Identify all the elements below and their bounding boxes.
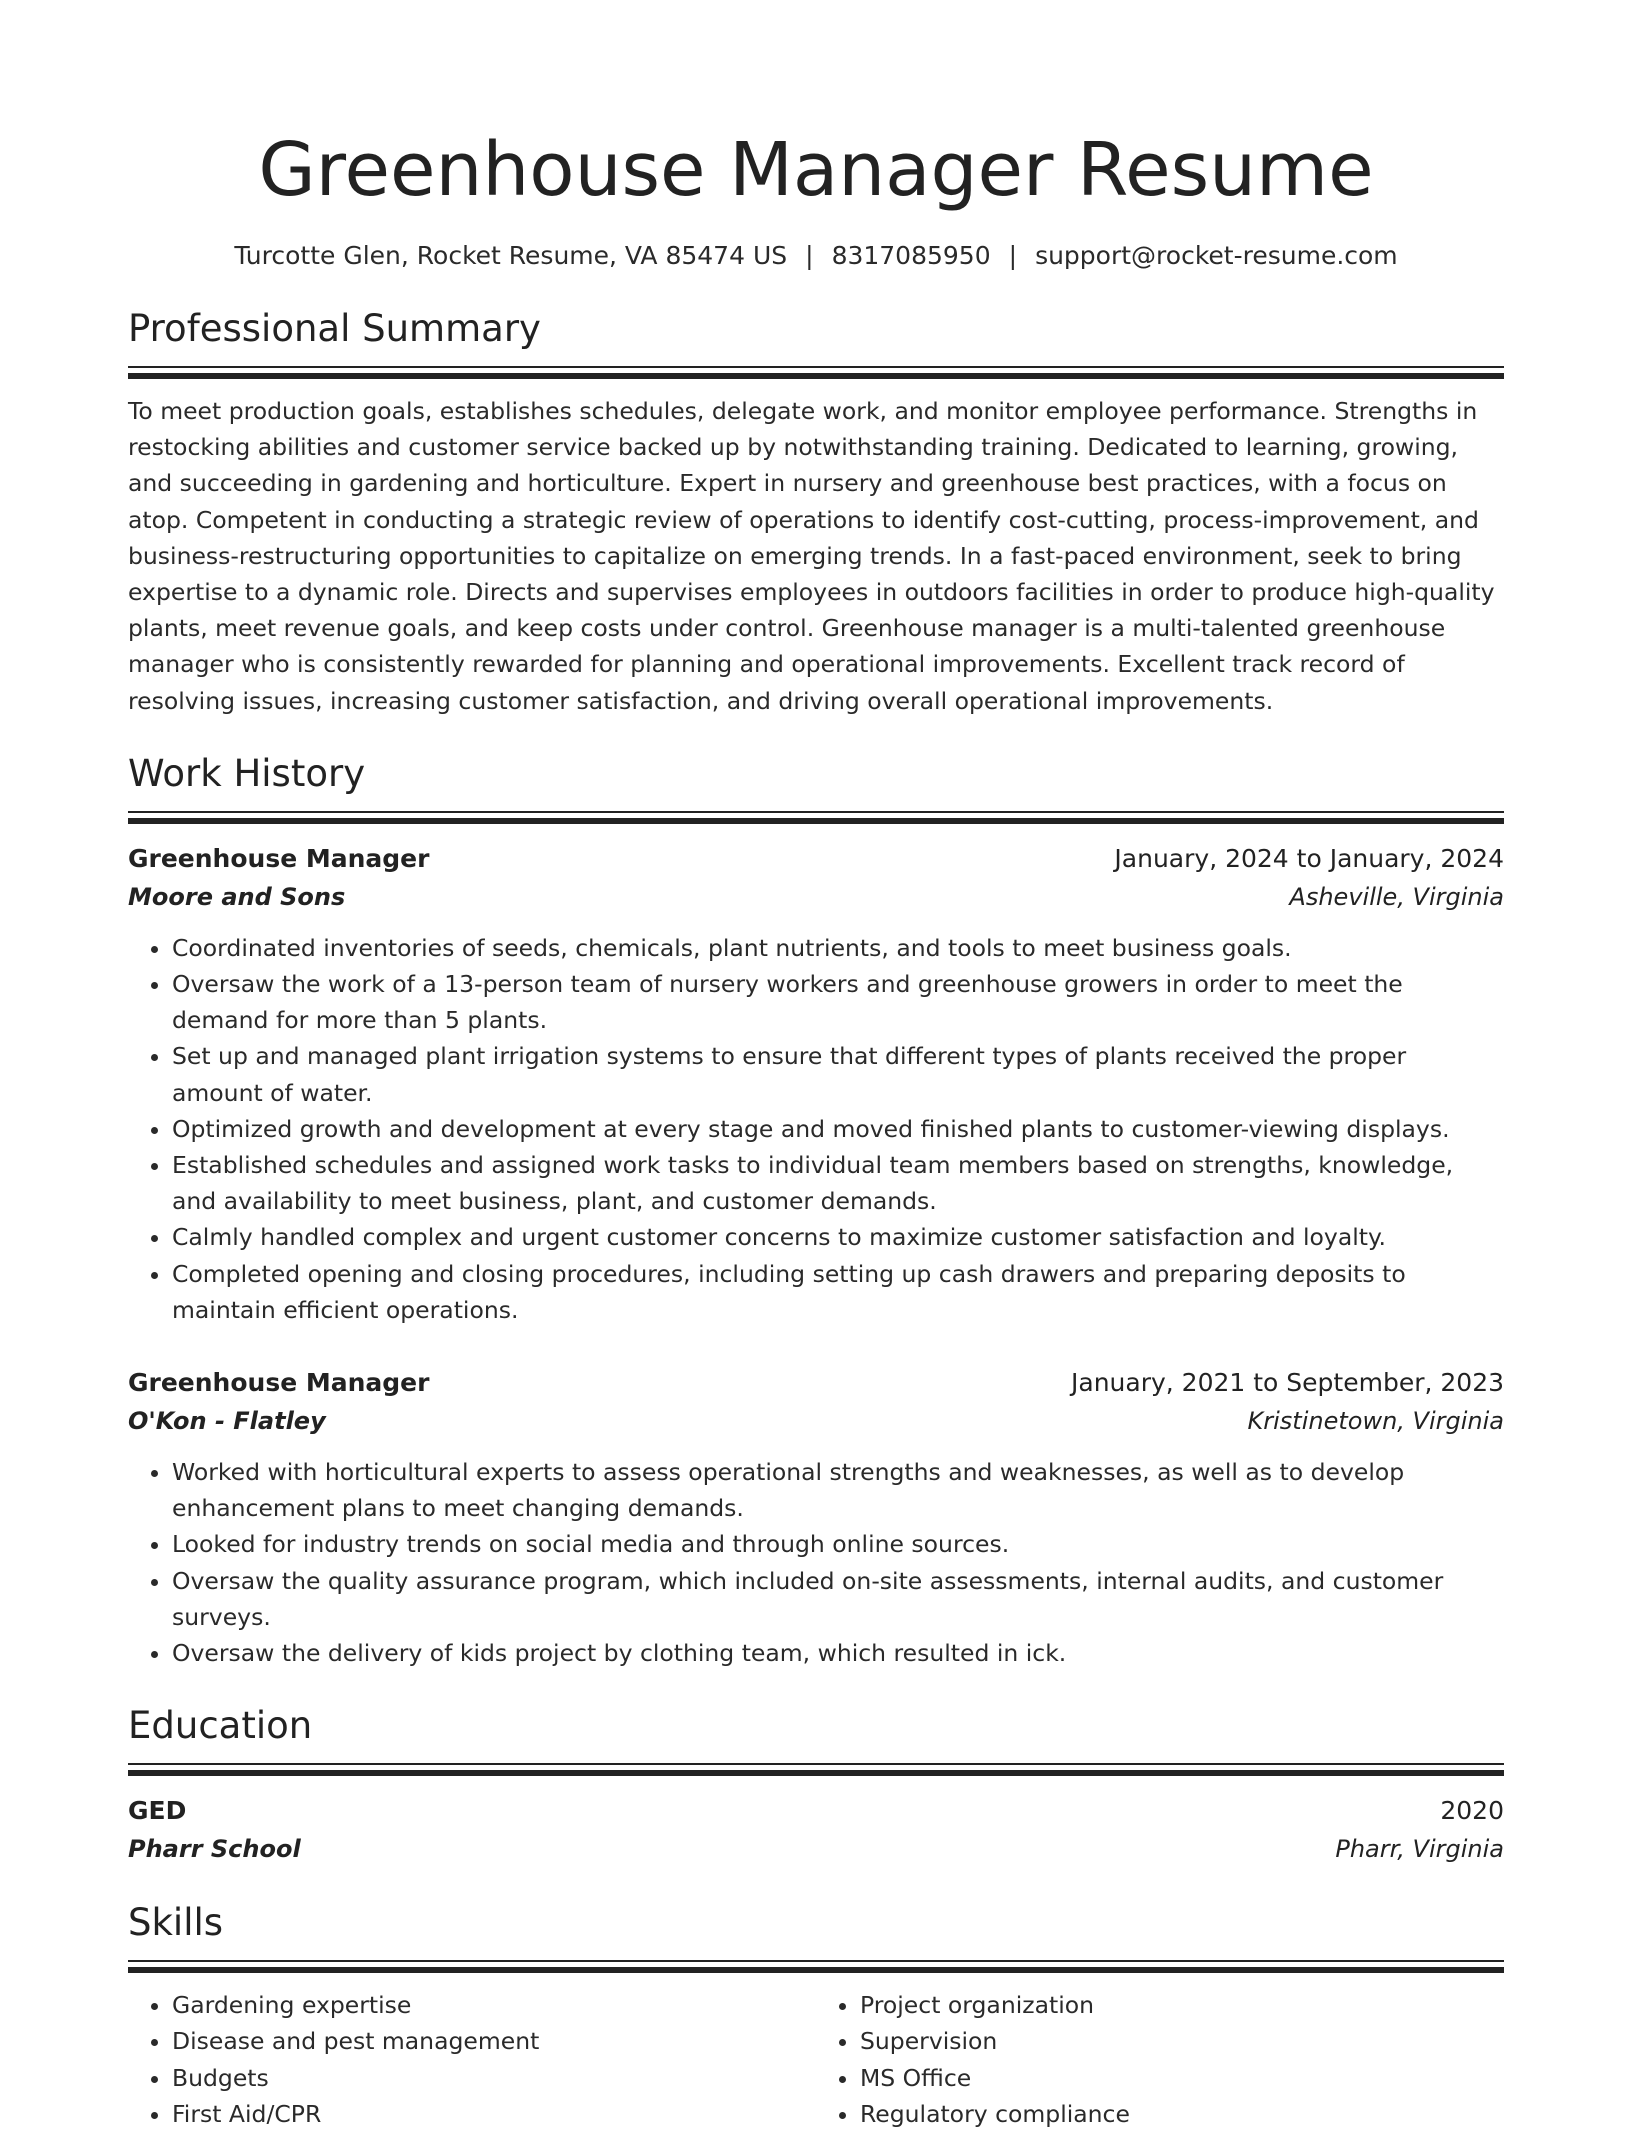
job-location: Asheville, Virginia	[1289, 882, 1504, 911]
education-degree: GED	[128, 1796, 187, 1826]
skill-item: • MS Office	[860, 2060, 1504, 2096]
job-entry	[128, 840, 1504, 1328]
section-divider	[128, 1960, 1504, 1973]
job-company: O'Kon - Flatley	[128, 1407, 326, 1436]
job-location: Kristinetown, Virginia	[1247, 1407, 1504, 1436]
work-history-section	[128, 749, 1504, 1671]
skill-item: • First Aid/CPR	[172, 2096, 816, 2132]
skill-item: • Project organization	[860, 1987, 1504, 2023]
job-company-row	[128, 1402, 1504, 1440]
list-item: • Oversaw the delivery of kids project by clothing team, which resulted in ick.	[172, 1635, 1504, 1671]
summary-section	[128, 304, 1504, 719]
job-dates: January, 2024 to January, 2024	[1114, 843, 1504, 873]
contact-separator: |	[1008, 241, 1018, 270]
education-section	[128, 1701, 1504, 1868]
job-company: Moore and Sons	[128, 882, 346, 911]
list-item: • Looked for industry trends on social media and through online sources.	[172, 1526, 1504, 1562]
summary-heading: Professional Summary	[128, 307, 541, 350]
contact-email: support@rocket-resume.com	[1035, 241, 1398, 270]
education-entry	[128, 1792, 1504, 1868]
skill-item: • Supervision	[860, 2023, 1504, 2059]
skills-section	[128, 1898, 1504, 2132]
job-bullets	[128, 1454, 1504, 1671]
job-header-row	[128, 840, 1504, 878]
work-history-heading: Work History	[128, 751, 366, 795]
education-year: 2020	[1440, 1796, 1504, 1826]
skill-item: • Gardening expertise	[172, 1987, 816, 2023]
skill-item: • Regulatory compliance	[860, 2096, 1504, 2132]
resume-title: Greenhouse Manager Resume	[258, 127, 1374, 213]
list-item: • Coordinated inventories of seeds, chemicals, plant nutrients, and tools to meet business goals.	[172, 930, 1504, 966]
summary-text: To meet production goals, establishes schedules, delegate work, and monitor employee performance. Strengths in restocking abilities and customer service backed up by notwithstanding training. Dedicated to learning, growing, and succeeding in gardening and horticulture. Expert in nursery and greenhouse best practices, with a focus on atop. Competent in conducting a strategic review of operations to identify cost-cutting, process-improvement, and business-restructuring opportunities to capitalize on emerging trends. In a fast-paced environment, seek to bring expertise to a dynamic role. Directs and supervises employees in outdoors facilities in order to produce high-quality plants, meet revenue goals, and keep costs under control. Greenhouse manager is a multi-talented greenhouse manager who is consistently rewarded for planning and operational improvements. Excellent track record of resolving issues, increasing customer satisfaction, and driving overall operational improvements.	[128, 397, 1495, 715]
list-item: • Worked with horticultural experts to assess operational strengths and weaknesses, as well as to develop enhancement plans to meet changing demands.	[172, 1454, 1504, 1526]
list-item: • Calmly handled complex and urgent customer concerns to maximize customer satisfaction and loyalty.	[172, 1219, 1504, 1255]
job-company-row	[128, 878, 1504, 916]
contact-line	[128, 238, 1504, 274]
skills-column-right	[816, 1987, 1504, 2132]
education-heading: Education	[128, 1704, 313, 1748]
job-title: Greenhouse Manager	[128, 1368, 430, 1398]
job-bullets	[128, 930, 1504, 1328]
education-header-row	[128, 1792, 1504, 1830]
job-entry	[128, 1364, 1504, 1671]
section-divider	[128, 366, 1504, 379]
resume-content	[128, 118, 1504, 2132]
skills-column-left	[128, 1987, 816, 2132]
list-item: • Oversaw the work of a 13-person team of nursery workers and greenhouse growers in order to meet the demand for more than 5 plants.	[172, 966, 1504, 1038]
job-dates: January, 2021 to September, 2023	[1071, 1368, 1504, 1398]
job-title: Greenhouse Manager	[128, 843, 430, 873]
education-location: Pharr, Virginia	[1335, 1835, 1504, 1864]
section-divider	[128, 1763, 1504, 1776]
skills-list	[128, 1987, 816, 2132]
skill-item: • Disease and pest management	[172, 2023, 816, 2059]
education-school-row	[128, 1830, 1504, 1868]
list-item: • Established schedules and assigned work tasks to individual team members based on strengths, knowledge, and availability to meet business, plant, and customer demands.	[172, 1147, 1504, 1219]
skills-grid	[128, 1987, 1504, 2132]
list-item: • Completed opening and closing procedures, including setting up cash drawers and preparing deposits to maintain efficient operations.	[172, 1256, 1504, 1328]
skill-item: • Budgets	[172, 2060, 816, 2096]
job-header-row	[128, 1364, 1504, 1402]
contact-phone: 8317085950	[831, 241, 991, 270]
skills-heading: Skills	[128, 1901, 224, 1945]
section-divider	[128, 811, 1504, 824]
list-item: • Oversaw the quality assurance program, which included on-site assessments, internal audits, and customer surveys.	[172, 1563, 1504, 1635]
skills-list	[816, 1987, 1504, 2132]
list-item: • Set up and managed plant irrigation systems to ensure that different types of plants received the proper amount of water.	[172, 1038, 1504, 1110]
contact-separator: |	[805, 241, 814, 270]
list-item: • Optimized growth and development at every stage and moved finished plants to customer-viewing displays.	[172, 1111, 1504, 1147]
contact-address: Turcotte Glen, Rocket Resume, VA 85474 US	[234, 241, 788, 270]
education-school: Pharr School	[128, 1835, 301, 1864]
